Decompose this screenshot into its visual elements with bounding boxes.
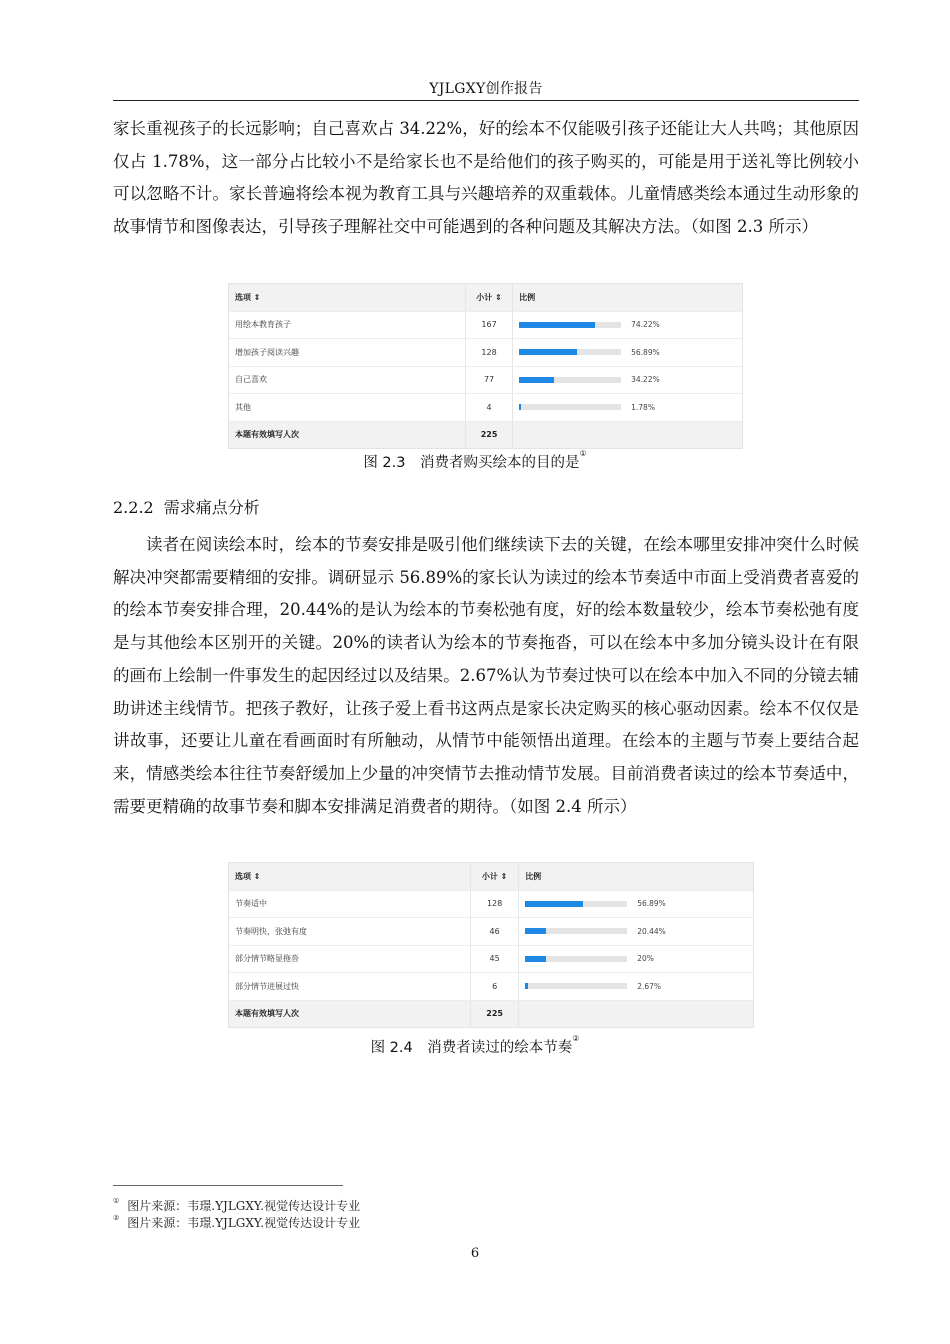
ratio-label: 1.78% bbox=[631, 402, 655, 412]
header-count[interactable]: 小计 ⇕ bbox=[470, 863, 519, 890]
table-footer-row bbox=[229, 422, 742, 449]
ratio-bar-fill bbox=[525, 983, 528, 989]
ratio-bar-fill bbox=[525, 956, 545, 962]
option-label: 节奏适中 bbox=[235, 899, 267, 909]
option-label: 部分情节进展过快 bbox=[235, 981, 299, 991]
table-header-row bbox=[229, 284, 742, 312]
ratio-bar bbox=[525, 983, 627, 989]
header-option[interactable]: 选项 ⇕ bbox=[235, 292, 261, 302]
table-footer-row bbox=[229, 1001, 753, 1028]
table-row bbox=[229, 394, 742, 422]
option-label: 其他 bbox=[235, 402, 251, 412]
option-label: 用绘本教育孩子 bbox=[235, 320, 291, 330]
ratio-bar-fill bbox=[519, 377, 554, 383]
option-label: 部分情节略显拖沓 bbox=[235, 954, 299, 964]
ratio-bar bbox=[519, 322, 621, 328]
survey-table-purchase-purpose bbox=[228, 283, 743, 449]
count-value: 6 bbox=[470, 973, 519, 1000]
count-value: 128 bbox=[465, 339, 513, 366]
ratio-bar bbox=[525, 901, 627, 907]
section-title: 需求痛点分析 bbox=[163, 498, 260, 517]
ratio-bar-fill bbox=[519, 349, 577, 355]
table-row bbox=[229, 973, 753, 1001]
ratio-bar bbox=[519, 349, 621, 355]
header-count[interactable]: 小计 ⇕ bbox=[465, 284, 513, 311]
footnote-mark: ② bbox=[113, 1214, 120, 1222]
count-value: 167 bbox=[465, 312, 513, 339]
count-value: 128 bbox=[470, 891, 519, 918]
footnote-mark: ① bbox=[113, 1197, 120, 1205]
footer-count: 225 bbox=[465, 422, 513, 449]
table-row bbox=[229, 339, 742, 367]
ratio-bar-fill bbox=[525, 901, 583, 907]
count-value: 77 bbox=[465, 367, 513, 394]
footnote-rule bbox=[113, 1185, 343, 1186]
ratio-bar-fill bbox=[525, 928, 546, 934]
ratio-label: 20.44% bbox=[637, 926, 666, 936]
table-row bbox=[229, 891, 753, 919]
footer-label: 本题有效填写人次 bbox=[235, 1009, 299, 1019]
ratio-label: 2.67% bbox=[637, 981, 662, 991]
footnote bbox=[113, 1214, 360, 1231]
ratio-bar bbox=[525, 928, 627, 934]
table-header-row bbox=[229, 863, 753, 891]
ratio-bar bbox=[519, 377, 621, 383]
option-label: 节奏明快，张弛有度 bbox=[235, 926, 307, 936]
running-header: YJLGXY创作报告 bbox=[429, 81, 543, 97]
count-value: 46 bbox=[470, 918, 519, 945]
table-row bbox=[229, 918, 753, 946]
footnote-ref[interactable]: ① bbox=[579, 449, 587, 458]
count-value: 45 bbox=[470, 946, 519, 973]
option-label: 增加孩子阅读兴趣 bbox=[235, 347, 299, 357]
survey-table-reading-rhythm bbox=[228, 862, 754, 1028]
figure-caption-2-4: 图 2.4 消费者读过的绘本节奏② bbox=[370, 1034, 580, 1056]
ratio-label: 56.89% bbox=[637, 899, 666, 909]
table-row bbox=[229, 312, 742, 340]
footnote-ref[interactable]: ② bbox=[572, 1034, 580, 1043]
ratio-label: 34.22% bbox=[631, 375, 660, 385]
ratio-label: 74.22% bbox=[631, 320, 660, 330]
footnote-text: 图片来源：韦璟.YJLGXY.视觉传达设计专业 bbox=[127, 1199, 361, 1213]
page-number: 6 bbox=[470, 1246, 480, 1261]
ratio-label: 20% bbox=[637, 954, 654, 964]
figure-caption-2-3: 图 2.3 消费者购买绘本的目的是① bbox=[363, 449, 587, 471]
footer-count: 225 bbox=[470, 1001, 519, 1028]
header-rule bbox=[113, 100, 859, 101]
section-heading bbox=[113, 495, 260, 518]
footer-label: 本题有效填写人次 bbox=[235, 430, 299, 440]
option-label: 自己喜欢 bbox=[235, 375, 267, 385]
header-ratio: 比例 bbox=[519, 292, 536, 302]
ratio-bar bbox=[525, 956, 627, 962]
ratio-label: 56.89% bbox=[631, 347, 660, 357]
footnote bbox=[113, 1197, 360, 1214]
count-value: 4 bbox=[465, 394, 513, 421]
table-row bbox=[229, 946, 753, 974]
section-number: 2.2.2 bbox=[113, 498, 154, 517]
footnote-text: 图片来源：韦璟.YJLGXY.视觉传达设计专业 bbox=[127, 1216, 361, 1230]
body-paragraph-1: 家长重视孩子的长远影响；自己喜欢占 34.22%，好的绘本不仅能吸引孩子还能让大人共鸣；其他原因仅占 1.78%，这一部分占比较小不是给家长也不是给他们的孩子购买的，可能是用于送礼等比例较小可以忽略不计。家长普遍将绘本视为教育工具与兴趣培养的双重载体。儿童情感类绘本通过生动形象的故事情节和图像表达，引导孩子理解社交中可能遇到的各种问题及其解决方法。（如图 2.3 所示） bbox=[113, 119, 859, 237]
ratio-bar-fill bbox=[519, 322, 595, 328]
ratio-bar bbox=[519, 404, 621, 410]
ratio-bar-fill bbox=[519, 404, 521, 410]
body-paragraph-2: 读者在阅读绘本时，绘本的节奏安排是吸引他们继续读下去的关键，在绘本哪里安排冲突什么时候解决冲突都需要精细的安排。调研显示 56.89%的家长认为读过的绘本节奏适中市面上受消费者喜爱的的绘本节奏安排合理，20.44%的是认为绘本的节奏松弛有度，好的绘本数量较少，绘本节奏松弛有度是与其他绘本区别开的关键。20%的读者认为绘本的节奏拖沓，可以在绘本中多加分镜头设计在有限的画布上绘制一件事发生的起因经过以及结果。2.67%认为节奏过快可以在绘本中加入不同的分镜去辅助讲述主线情节。把孩子教好，让孩子爱上看书这两点是家长决定购买的核心驱动因素。绘本不仅仅是讲故事，还要让儿童在看画面时有所触动，从情节中能领悟出道理。在绘本的主题与节奏上要结合起来，情感类绘本往往节奏舒缓加上少量的冲突情节去推动情节发展。目前消费者读过的绘本节奏适中，需要更精确的故事节奏和脚本安排满足消费者的期待。（如图 2.4 所示） bbox=[113, 535, 859, 816]
header-ratio: 比例 bbox=[525, 871, 542, 881]
header-option[interactable]: 选项 ⇕ bbox=[235, 871, 261, 881]
table-row bbox=[229, 367, 742, 395]
